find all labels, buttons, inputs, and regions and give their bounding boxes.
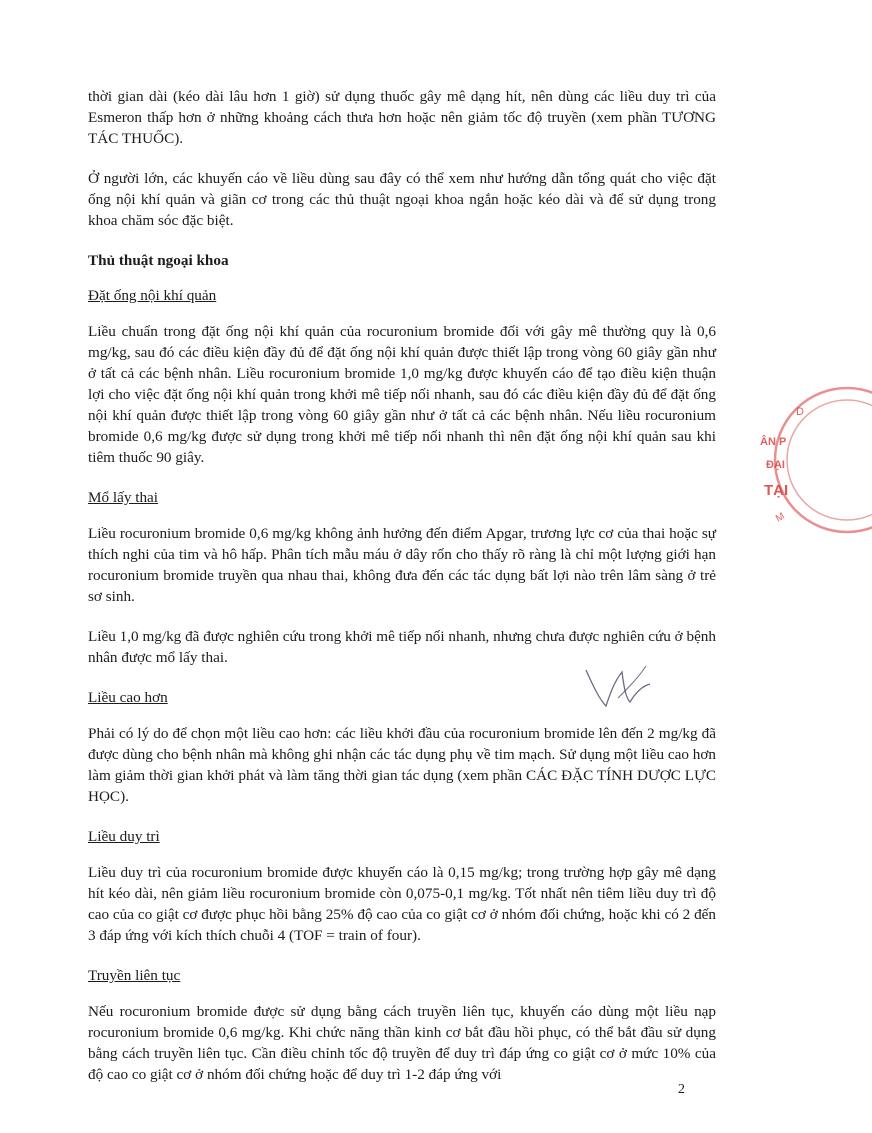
paragraph-higher-doses: Phải có lý do để chọn một liều cao hơn: các liều khởi đầu của rocuronium bromide lên đến 2 mg/kg đã được dùng cho bệnh nhân mà không ghi nhận các tác dụng phụ về tim mạch. Sử dụng một liều cao hơn làm giảm thời gian khởi phát và làm tăng thời gian tác dụng (xem phần CÁC ĐẶC TÍNH DƯỢC LỰC HỌC). xyxy=(88,725,716,805)
stamp-text-2: ÂN P xyxy=(760,436,787,448)
paragraph-maintenance: Liều duy trì của rocuronium bromide được khuyến cáo là 0,15 mg/kg; trong trường hợp gây mê dạng hít kéo dài, nên giảm liều rocuronium bromide còn 0,075-0,1 mg/kg. Tốt nhất nên tiêm liều duy trì độ cao của co giật cơ được phục hồi bằng 25% độ cao của co giật cơ ở nhóm đối chứng, hoặc khi có 2 đến 3 đáp ứng với kích thích chuỗi 4 (TOF = train of four). xyxy=(88,864,716,944)
stamp-text-5: M xyxy=(774,510,787,525)
subheading-maintenance: Liều duy trì xyxy=(88,828,160,845)
paragraph-intubation: Liều chuẩn trong đặt ống nội khí quản của rocuronium bromide đối với gây mê thường quy là 0,6 mg/kg, sau đó các điều kiện đầy đủ để đặt ống nội khí quản được thiết lập trong vòng 60 giây gần như ở tất cả các bệnh nhân. Liều rocuronium bromide 1,0 mg/kg được khuyến cáo để tạo điều kiện thuận lợi cho việc đặt ống nội khí quản trong khởi mê tiếp nối nhanh, sau đó các điều kiện đầy đủ để đặt ống nội khí quản được thiết lập trong vòng 60 giây gần như ở tất cả các bệnh nhân. Nếu liều rocuronium bromide 0,6 mg/kg được sử dụng trong khởi mê tiếp nối nhanh thì nên đặt ống nội khí quản sau khi tiêm thuốc 90 giây. xyxy=(88,323,716,466)
intro-paragraph-1: thời gian dài (kéo dài lâu hơn 1 giờ) sử dụng thuốc gây mê dạng hít, nên dùng các liều duy trì của Esmeron thấp hơn ở những khoảng cách thưa hơn hoặc nên giảm tốc độ truyền (xem phần TƯƠNG TÁC THUỐC). xyxy=(88,88,716,147)
subheading-intubation: Đặt ống nội khí quản xyxy=(88,287,217,304)
document-body xyxy=(88,86,716,1085)
approval-stamp xyxy=(752,380,872,680)
intro-paragraph-2: Ở người lớn, các khuyến cáo về liều dùng sau đây có thể xem như hướng dẫn tổng quát cho việc đặt ống nội khí quản và giãn cơ trong các thủ thuật ngoại khoa ngắn hoặc kéo dài và để sử dụng trong khoa chăm sóc đặc biệt. xyxy=(88,170,716,229)
subheading-caesarean: Mổ lấy thai xyxy=(88,489,159,506)
page-number: 2 xyxy=(678,1082,685,1097)
signature-mark xyxy=(580,658,690,718)
stamp-text-4: TẠI xyxy=(764,482,789,499)
subheading-higher-doses: Liều cao hơn xyxy=(88,689,168,706)
stamp-text-3: ĐẠI xyxy=(766,459,785,471)
paragraph-continuous-infusion: Nếu rocuronium bromide được sử dụng bằng cách truyền liên tục, khuyến cáo dùng một liều nạp rocuronium bromide 0,6 mg/kg. Khi chức năng thần kinh cơ bắt đầu hồi phục, có thể bắt đầu sử dụng bằng cách truyền liên tục. Cần điều chỉnh tốc độ truyền để duy trì đáp ứng co giật cơ ở mức 10% của độ cao co giật cơ ở nhóm đối chứng hoặc để duy trì 1-2 đáp ứng với xyxy=(88,1003,716,1083)
paragraph-caesarean-2: Liều 1,0 mg/kg đã được nghiên cứu trong khởi mê tiếp nối nhanh, nhưng chưa được nghiên cứu ở bệnh nhân được mổ lấy thai. xyxy=(88,628,716,666)
paragraph-caesarean-1: Liều rocuronium bromide 0,6 mg/kg không ảnh hưởng đến điểm Apgar, trương lực cơ của thai hoặc sự thích nghi của tim và hô hấp. Phân tích mẫu máu ở dây rốn cho thấy rõ ràng là chỉ một lượng giới hạn rocuronium bromide truyền qua nhau thai, không đưa đến các tác dụng bất lợi nào trên lâm sàng ở trẻ sơ sinh. xyxy=(88,525,716,605)
section-heading-surgery: Thủ thuật ngoại khoa xyxy=(88,252,229,269)
subheading-continuous-infusion: Truyền liên tục xyxy=(88,967,181,984)
stamp-text-1: D xyxy=(796,406,804,418)
